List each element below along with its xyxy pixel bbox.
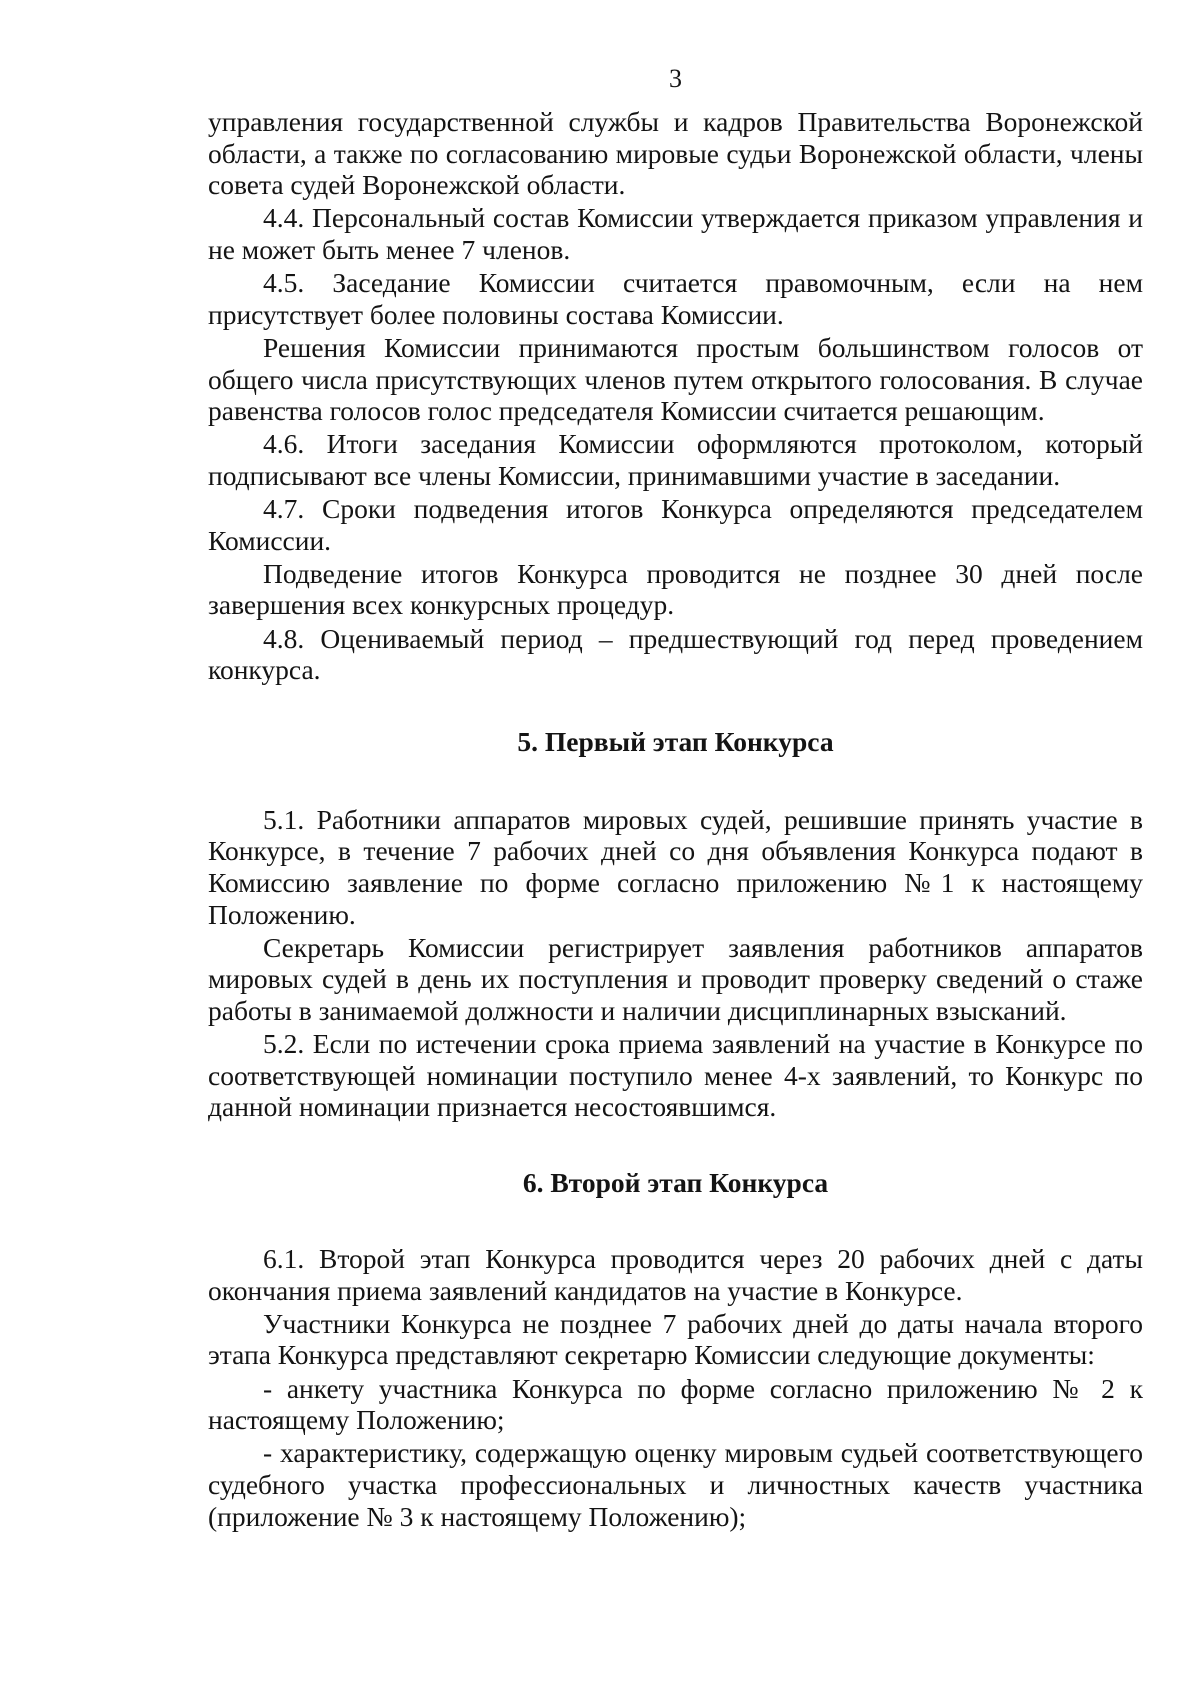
paragraph-4-5: 4.5. Заседание Комиссии считается правомочным, если на нем присутствует более половины состава Комиссии. — [208, 267, 1143, 330]
document-page — [208, 64, 1143, 1534]
paragraph-4-6: 4.6. Итоги заседания Комиссии оформляются протоколом, который подписывают все члены Комиссии, принимавшими участие в заседании. — [208, 428, 1143, 491]
page-number: 3 — [669, 64, 682, 93]
section-6-heading: 6. Второй этап Конкурса — [522, 1166, 829, 1198]
paragraph-4-5-decisions: Решения Комиссии принимаются простым большинством голосов от общего числа присутствующих членов путем открытого голосования. В случае равенства голосов голос председателя Комиссии считается решающим. — [208, 331, 1143, 427]
paragraph-5-1: 5.1. Работники аппаратов мировых судей, решившие принять участие в Конкурсе, в течение 7 рабочих дней со дня объявления Конкурса подают в Комиссию заявление по форме согласно приложению №1 к настоящему Положению. — [208, 803, 1143, 930]
paragraph-4-8: 4.8. Оцениваемый период – предшествующий год перед проведением конкурса. — [208, 622, 1143, 686]
paragraph-4-3-continuation: управления государственной службы и кадров Правительства Воронежской области, а также по согласованию мировые судьи Воронежской области, члены совета судей Воронежской области. — [208, 106, 1143, 201]
section-5-heading: 5. Первый этап Конкурса — [517, 725, 834, 757]
list-item-questionnaire: - анкету участника Конкурса по форме согласно приложению № 2 к настоящему Положению; — [208, 1372, 1143, 1436]
paragraph-5-2: 5.2. Если по истечении срока приема заявлений на участие в Конкурсе по соответствующей номинации поступило менее 4-х заявлений, то Конкурс по данной номинации признается несостоявшимся. — [208, 1028, 1143, 1123]
paragraph-4-4: 4.4. Персональный состав Комиссии утверждается приказом управления и не может быть менее 7 членов. — [208, 202, 1143, 265]
paragraph-6-1-documents: Участники Конкурса не позднее 7 рабочих дней до даты начала второго этапа Конкурса представляют секретарю Комиссии следующие документы: — [208, 1307, 1143, 1371]
paragraph-4-7: 4.7. Сроки подведения итогов Конкурса определяются председателем Комиссии. — [208, 493, 1143, 556]
paragraph-5-1-secretary: Секретарь Комиссии регистрирует заявления работников аппаратов мировых судей в день их поступления и проводит проверку сведений о стаже работы в занимаемой должности и наличии дисциплинарных взысканий. — [208, 931, 1143, 1026]
list-item-reference: - характеристику, содержащую оценку мировым судьей соответствующего судебного участка профессиональных и личностных качеств участника (приложение № 3 к настоящему Положению); — [208, 1437, 1143, 1532]
paragraph-6-1: 6.1. Второй этап Конкурса проводится через 20 рабочих дней с даты окончания приема заявлений кандидатов на участие в Конкурсе. — [208, 1242, 1143, 1306]
paragraph-4-7-results: Подведение итогов Конкурса проводится не позднее 30 дней после завершения всех конкурсных процедур. — [208, 557, 1143, 621]
